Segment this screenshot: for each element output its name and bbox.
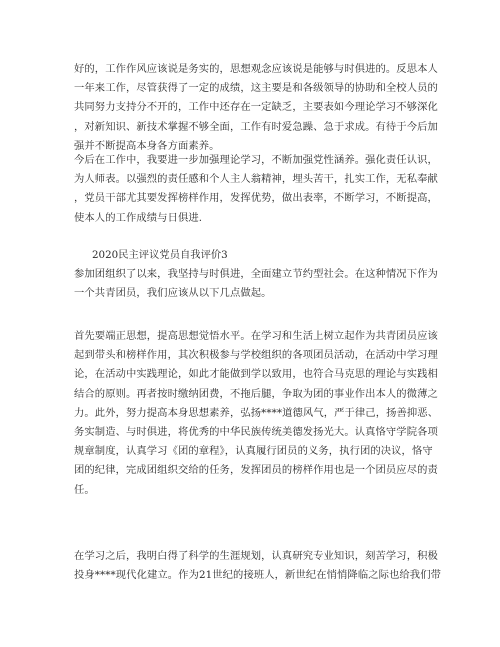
text-line: ，党员干部尤其要发挥榜样作用，发挥优势，做出表率，不断学习，不断提高， xyxy=(74,192,438,205)
text-line: 团的纪律，完成团组织交给的任务，发挥团员的榜样作用也是一个团员应尽的责 xyxy=(74,464,438,477)
text-line: 结合的原则。再者按时缴纳团费，不拖后腿，争取为团的事业作出本人的微薄之 xyxy=(74,387,438,400)
text-line: 使本人的工作成绩与日俱进. xyxy=(74,211,203,224)
text-line: 任。 xyxy=(74,483,95,496)
text-line: 参加团组织了以来，我坚持与时俱进，全面建立节约型社会。在这种情况下作为 xyxy=(74,268,438,280)
text-line: 强并不断提高本身各方面素养。 xyxy=(74,139,220,152)
text-line: 论，在活动中实践理论，如此才能做到学以致用，也符合马克思的理论与实践相 xyxy=(74,368,438,381)
text-line: 为人师表。以强烈的责任感和个人主人翁精神，埋头苦干，扎实工作，无私奉献 xyxy=(74,173,438,186)
text-line: 一年来工作，尽管获得了一定的成绩，这主要是和各级领导的协助和全校人员的 xyxy=(74,82,438,95)
text-line: 在学习之后，我明白得了科学的生涯规划，认真研究专业知识，刻苦学习，积极 xyxy=(74,550,438,562)
paragraph-join-league xyxy=(74,265,438,303)
text-line: 今后在工作中，我要进一步加强理论学习，不断加强党性涵养。强化责任认识， xyxy=(74,154,438,166)
paragraph-self-reflection xyxy=(74,60,438,156)
text-line: 规章制度，认真学习《团的章程》，认真履行团员的义务，执行团的决议，恪守 xyxy=(74,445,433,458)
text-line: 力。此外，努力提高本身思想素养，弘扬****道德风气，严于律己，扬善抑恶、 xyxy=(74,406,439,419)
text-line: 一个共青团员，我们应该从以下几点做起。 xyxy=(74,287,272,300)
paragraph-study xyxy=(74,547,441,585)
text-line: ，对新知识、新技术掌握不够全面，工作有时爱急躁、急于求成。有待于今后加 xyxy=(74,120,438,133)
paragraph-future-plan xyxy=(74,151,438,228)
text-line: 好的，工作作风应该说是务实的，思想观念应该说是能够与时俱进的。反思本人 xyxy=(74,63,438,75)
text-line: 共同努力支持分不开的，工作中还存在一定缺乏，主要表如今理论学习不够深化 xyxy=(74,101,438,114)
text-line: 投身****现代化建立。作为21世纪的接班人，新世纪在悄悄降临之际也给我们带 xyxy=(74,569,441,582)
text-line: 务实制造、与时俱进，将优秀的中华民族传统美德发扬光大。认真恪守学院各项 xyxy=(74,426,438,439)
section-heading: 2020民主评议党员自我评价3 xyxy=(92,249,228,261)
text-line: 首先要端正思想，提高思想觉悟水平。在学习和生活上树立起作为共青团员应该 xyxy=(74,330,438,342)
paragraph-ideology xyxy=(74,327,439,500)
text-line: 起到带头和榜样作用，其次积极参与学校组织的各项团员活动，在活动中学习理 xyxy=(74,349,438,362)
